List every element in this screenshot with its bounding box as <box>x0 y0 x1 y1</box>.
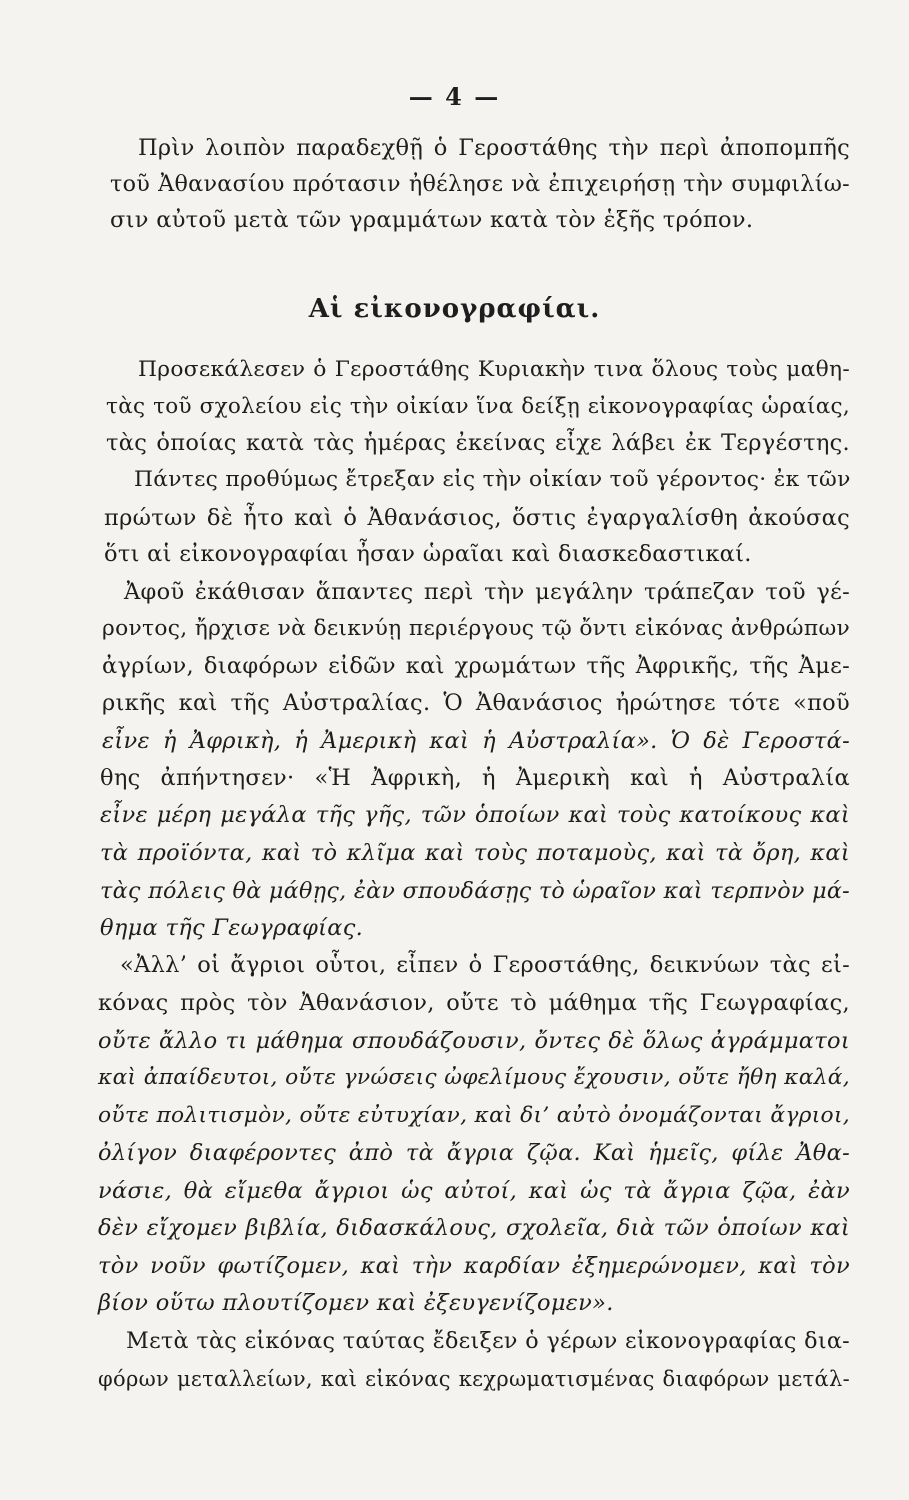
text-line: οὔτε πολιτισμὸν, οὔτε εὐτυχίαν, καὶ δι’ αὐτὸ ὀνομάζονται ἄγριοι, <box>98 1103 850 1128</box>
text-line: «Ἀλλ’ οἱ ἄγριοι οὗτοι, εἶπεν ὁ Γεροστάθης, δεικνύων τὰς εἰ- <box>120 952 850 978</box>
text-line: πρώτων δὲ ἦτο καὶ ὁ Ἀθανάσιος, ὅστις ἐγαργαλίσθη ἀκούσας <box>104 505 850 531</box>
text-line: θης ἀπήντησεν· «Ἡ Ἀφρικὴ, ἡ Ἀμερικὴ καὶ ἡ Αὐστραλία <box>100 765 850 791</box>
text-line: Ἀφοῦ ἐκάθισαν ἅπαντες περὶ τὴν μεγάλην τράπεζαν τοῦ γέ- <box>124 579 850 605</box>
text-line: φόρων μεταλλείων, καὶ εἰκόνας κεχρωματισμένας διαφόρων μετάλ- <box>98 1367 850 1391</box>
text-line: ἀγρίων, διαφόρων εἰδῶν καὶ χρωμάτων τῆς Ἀφρικῆς, τῆς Ἀμε- <box>102 653 850 679</box>
page-number: — 4 — <box>408 82 501 111</box>
text-line: ρικῆς καὶ τῆς Αὐστραλίας. Ὁ Ἀθανάσιος ἠρώτησε τότε «ποῦ <box>102 690 850 716</box>
text-line: σιν αὐτοῦ μετὰ τῶν γραμμάτων κατὰ τὸν ἑξῆς τρόπον. <box>110 207 754 233</box>
text-line: ροντος, ἤρχισε νὰ δεικνύῃ περιέργους τῷ ὄντι εἰκόνας ἀνθρώπων <box>102 616 850 641</box>
text-line: ὀλίγον διαφέροντες ἀπὸ τὰ ἄγρια ζῷα. Καὶ ἡμεῖς, φίλε Ἀθα- <box>98 1140 850 1166</box>
text-line: τὸν νοῦν φωτίζομεν, καὶ τὴν καρδίαν ἐξημερώνομεν, καὶ τὸν <box>98 1253 850 1279</box>
text-line: θημα τῆς Γεωγραφίας. <box>100 915 364 941</box>
text-line: εἶνε μέρη μεγάλα τῆς γῆς, τῶν ὁποίων καὶ τοὺς κατοίκους καὶ <box>100 802 850 828</box>
text-line: τοῦ Ἀθανασίου πρότασιν ἠθέλησε νὰ ἐπιχειρήσῃ τὴν συμφιλίω- <box>110 171 850 197</box>
text-line: τὰ προϊόντα, καὶ τὸ κλῖμα καὶ τοὺς ποταμοὺς, καὶ τὰ ὄρη, καὶ <box>100 840 850 866</box>
text-line: τὰς πόλεις θὰ μάθῃς, ἐὰν σπουδάσῃς τὸ ὡραῖον καὶ τερπνὸν μά- <box>100 878 850 904</box>
text-line: Πρὶν λοιπὸν παραδεχθῇ ὁ Γεροστάθης τὴν περὶ ἀποπομπῆς <box>138 135 850 161</box>
text-line: δὲν εἴχομεν βιβλία, διδασκάλους, σχολεῖα, διὰ τῶν ὁποίων καὶ <box>98 1215 850 1241</box>
text-line: καὶ ἀπαίδευτοι, οὔτε γνώσεις ὠφελίμους ἔχουσιν, οὔτε ἤθη καλά, <box>98 1065 850 1090</box>
text-line: Προσεκάλεσεν ὁ Γεροστάθης Κυριακὴν τινα ὅλους τοὺς μαθη- <box>138 357 850 382</box>
text-line: εἶνε ἡ Ἀφρικὴ, ἡ Ἀμερικὴ καὶ ἡ Αὐστραλία». Ὁ δὲ Γεροστά- <box>102 728 850 754</box>
text-line: Μετὰ τὰς εἰκόνας ταύτας ἔδειξεν ὁ γέρων εἰκονογραφίας δια- <box>126 1328 850 1354</box>
text-line: ὅτι αἱ εἰκονογραφίαι ἦσαν ὡραῖαι καὶ διασκεδαστικαί. <box>104 541 752 567</box>
text-line: τὰς ὁποίας κατὰ τὰς ἡμέρας ἐκείνας εἶχε λάβει ἐκ Τεργέστης. <box>106 430 850 456</box>
text-line: οὔτε ἄλλο τι μάθημα σπουδάζουσιν, ὄντες δὲ ὅλως ἀγράμματοι <box>98 1028 850 1054</box>
section-heading: Αἱ εἰκονογραφίαι. <box>308 294 601 324</box>
text-line: Πάντες προθύμως ἔτρεξαν εἰς τὴν οἰκίαν τοῦ γέροντος· ἐκ τῶν <box>134 467 851 492</box>
text-line: τὰς τοῦ σχολείου εἰς τὴν οἰκίαν ἵνα δείξῃ εἰκονογραφίας ὡραίας, <box>106 394 850 419</box>
text-line: βίον οὕτω πλουτίζομεν καὶ ἐξευγενίζομεν». <box>98 1290 614 1316</box>
text-line: νάσιε, θὰ εἴμεθα ἄγριοι ὡς αὐτοί, καὶ ὡς τὰ ἄγρια ζῷα, ἐὰν <box>98 1178 850 1204</box>
text-line: κόνας πρὸς τὸν Ἀθανάσιον, οὔτε τὸ μάθημα τῆς Γεωγραφίας, <box>98 990 850 1016</box>
